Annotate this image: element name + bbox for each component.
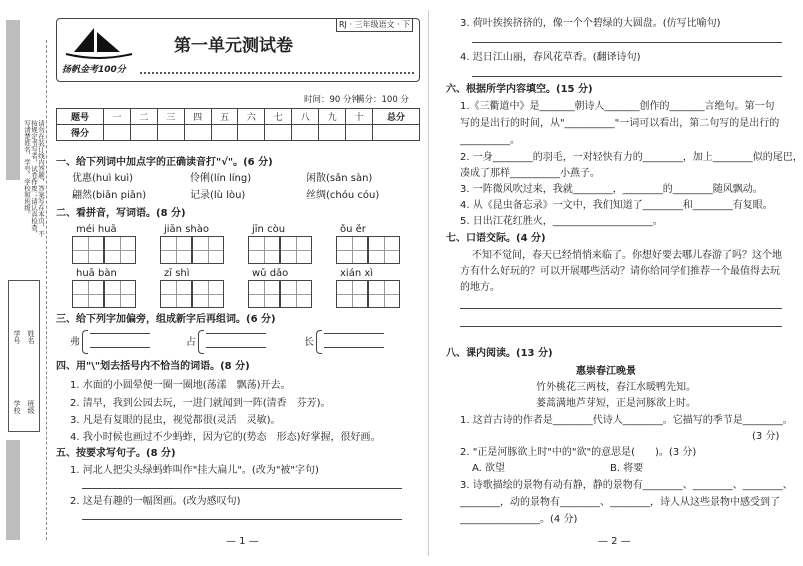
tianzige-box[interactable]: [160, 236, 192, 264]
answer-line[interactable]: [206, 347, 266, 348]
tianzige-box[interactable]: [280, 236, 312, 264]
answer-line[interactable]: [324, 347, 384, 348]
poem-line: 竹外桃花三两枝，春江水暖鸭先知。: [536, 382, 696, 393]
exam-time: 时间：90 分钟: [304, 95, 361, 105]
base-character: 弗: [70, 337, 80, 348]
pinyin-label: ǒu ěr: [340, 224, 366, 235]
s5-item: 1. 河北人把尖头绿蚂蚱叫作"挂大扁儿"。(改为"被"字句): [70, 465, 319, 476]
s7-prompt: 的地方。: [460, 282, 500, 293]
s1-item[interactable]: 记录(lù lòu): [190, 190, 246, 201]
sidebar-gray-bar-bottom: [6, 440, 20, 540]
s6-item-1-cont: __________。: [460, 135, 520, 146]
tianzige-box[interactable]: [104, 236, 136, 264]
tianzige-box[interactable]: [248, 236, 280, 264]
page-number-2: — 2 —: [598, 536, 631, 547]
s1-item[interactable]: 闲散(sǎn sàn): [306, 173, 373, 184]
base-character: 长: [304, 337, 314, 348]
score-table-header: 十: [346, 109, 373, 125]
page-divider: [428, 10, 429, 556]
score-cell[interactable]: [319, 125, 346, 141]
score-table-header: 四: [184, 109, 211, 125]
dotted-divider: [140, 72, 414, 74]
pinyin-label: jiān shào: [164, 224, 209, 235]
base-character: 占: [186, 337, 196, 348]
s6-item-2-cont: 凑成了那样__________小燕子。: [460, 168, 600, 179]
score-table: [56, 108, 420, 141]
s6-item-1-cont: 写的是出行的时间，从"__________"一词可以看出，第二句写的是出行的: [460, 118, 780, 129]
answer-line[interactable]: [90, 347, 150, 348]
tianzige-box[interactable]: [160, 280, 192, 308]
pinyin-label: wǔ dǎo: [252, 268, 289, 279]
score-table-header: 六: [238, 109, 265, 125]
s4-item[interactable]: 1. 水面的小圆晕便一圈一圈地(荡漾 飘荡)开去。: [70, 380, 291, 391]
s6-item-3: 3. 一阵微风吹过来，我就________，________的________随风飘动。: [460, 184, 763, 195]
answer-line[interactable]: [82, 488, 402, 489]
page-title: 第一单元测试卷: [174, 36, 293, 56]
s4-item[interactable]: 4. 我小时候也画过不少蚂蚱，因为它的(势态 形态)好掌握，很好画。: [70, 432, 381, 443]
answer-line[interactable]: [82, 519, 402, 520]
pinyin-label: jīn còu: [252, 224, 286, 235]
binding-line: [46, 40, 47, 540]
s8-question-3: 3. 诗歌描绘的景物有动有静，静的景物有________、________、________、: [460, 480, 793, 491]
pinyin-label: méi huā: [76, 224, 117, 235]
sidebar-gray-bar-top: [6, 20, 20, 180]
grade-badge: RJ · 三年级语文 · 下: [336, 18, 413, 32]
page-number-1: — 1 —: [226, 536, 259, 547]
brace: [82, 330, 88, 354]
answer-line[interactable]: [472, 42, 782, 43]
tianzige-box[interactable]: [72, 236, 104, 264]
tianzige-box[interactable]: [72, 280, 104, 308]
brace: [316, 330, 322, 354]
s8-question-1: 1. 这首古诗的作者是________代诗人________。它描写的季节是________。: [460, 415, 793, 426]
tianzige-box[interactable]: [104, 280, 136, 308]
pinyin-label: xián xì: [340, 268, 374, 279]
s7-prompt: 方有什么好玩的？可以开展哪些活动？请你给同学们推荐一个最值得去玩: [460, 266, 780, 277]
answer-line[interactable]: [460, 326, 782, 327]
score-table-header: 八: [292, 109, 319, 125]
s1-item[interactable]: 丝绸(chóu cóu): [306, 190, 380, 201]
tianzige-box[interactable]: [368, 280, 400, 308]
s5-item: 3. 荷叶挨挨挤挤的，像一个个碧绿的大圆盘。(仿写比喻句): [460, 18, 721, 29]
field-name: 姓名: [27, 330, 35, 344]
section-6-title: 六、根据所学内容填空。(15 分): [446, 84, 593, 95]
tianzige-box[interactable]: [368, 236, 400, 264]
score-cell[interactable]: [184, 125, 211, 141]
s7-prompt: 不知不觉间，春天已经悄悄来临了。你想好要去哪儿春游了吗？这个地: [472, 250, 782, 261]
s8-option-a[interactable]: A. 欲望: [472, 463, 506, 474]
s8-option-b[interactable]: B. 将要: [610, 463, 644, 474]
exam-full-score: 满分：100 分: [356, 95, 409, 105]
brace: [198, 330, 204, 354]
score-table-header: 九: [319, 109, 346, 125]
s1-item[interactable]: 优惠(huì kuì): [72, 173, 134, 184]
answer-line[interactable]: [206, 333, 266, 334]
score-row-label: 得分: [57, 125, 104, 141]
score-cell[interactable]: [292, 125, 319, 141]
s4-item[interactable]: 3. 凡是有复眼的昆虫，视觉都很(灵活 灵敏)。: [70, 415, 281, 426]
tianzige-box[interactable]: [248, 280, 280, 308]
section-1-title: 一、给下列词中加点字的正确读音打"√"。(6 分): [56, 157, 273, 168]
pinyin-label: zī shì: [164, 268, 190, 279]
s8-question-1-score: (3 分): [752, 431, 780, 442]
sailboat-logo-icon: [64, 26, 134, 60]
field-number: 学号: [13, 330, 21, 344]
s1-item[interactable]: 翩然(biān piān): [72, 190, 147, 201]
score-table-header: 一: [104, 109, 131, 125]
score-table-header: 三: [157, 109, 184, 125]
s6-item-2: 2. 一身________的羽毛，一对轻快有力的________，加上________似的尾巴，: [460, 152, 803, 163]
s5-item: 4. 迟日江山丽，春风花草香。(翻译诗句): [460, 52, 641, 63]
section-5-title: 五、按要求写句子。(8 分): [56, 448, 176, 459]
pinyin-label: huā bàn: [76, 268, 117, 279]
score-table-header: 七: [265, 109, 292, 125]
section-3-title: 三、给下列字加偏旁，组成新字后再组词。(6 分): [56, 314, 276, 325]
section-4-title: 四、用"\"划去括号内不恰当的词语。(8 分): [56, 361, 250, 372]
score-cell[interactable]: [211, 125, 238, 141]
field-school: 学校: [13, 400, 21, 414]
score-cell[interactable]: [265, 125, 292, 141]
tianzige-box[interactable]: [336, 280, 368, 308]
score-cell[interactable]: [346, 125, 373, 141]
s8-question-3-cont: ________，动的景物有________、________，诗人从这些景物中感受到了: [460, 497, 780, 508]
answer-line[interactable]: [90, 333, 150, 334]
answer-line[interactable]: [324, 333, 384, 334]
score-table-header: 题号: [57, 109, 104, 125]
section-7-title: 七、口语交际。(4 分): [446, 233, 546, 244]
s8-question-3-cont: ________________。(4 分): [460, 514, 578, 525]
tianzige-box[interactable]: [192, 280, 224, 308]
s4-item[interactable]: 2. 清早，我到公园去玩，一进门就闻到一阵(清香 芬芳)。: [70, 398, 331, 409]
s1-item[interactable]: 伶俐(lín líng): [190, 173, 252, 184]
answer-line[interactable]: [472, 76, 782, 77]
answer-line[interactable]: [460, 308, 782, 309]
score-cell[interactable]: [238, 125, 265, 141]
section-8-title: 八、课内阅读。(13 分): [446, 348, 553, 359]
score-cell[interactable]: [104, 125, 131, 141]
tianzige-box[interactable]: [336, 236, 368, 264]
brand-logo: 扬帆金考100分: [62, 65, 126, 75]
poem-title: 惠崇春江晚景: [576, 366, 636, 377]
score-table-header: 二: [130, 109, 157, 125]
s6-item-1: 1.《三衢道中》是_______朝诗人_______创作的_______言绝句。第一句: [460, 101, 775, 112]
score-cell[interactable]: [130, 125, 157, 141]
s6-item-4: 4. 从《昆虫备忘录》一文中，我们知道了________和________有复眼。: [460, 200, 773, 211]
section-2-title: 二、看拼音，写词语。(8 分): [56, 208, 186, 219]
s8-question-2: 2. "正是河豚欲上时"中的"欲"的意思是( )。(3 分): [460, 447, 697, 458]
tianzige-box[interactable]: [280, 280, 312, 308]
score-table-header: 总分: [372, 109, 419, 125]
field-class: 班级: [27, 400, 35, 414]
poem-line: 蒌蒿满地芦芽短，正是河豚欲上时。: [536, 398, 696, 409]
score-table-header: 五: [211, 109, 238, 125]
sidebar-notice: 请勿在装订线内答题，答案写在本页，不按规定书写者，试卷作废；请认真检查，写清楚姓名、学号、学校和班级。: [23, 120, 45, 237]
score-cell[interactable]: [157, 125, 184, 141]
s6-item-5: 5. 日出江花红胜火，____________________。: [460, 216, 663, 227]
tianzige-box[interactable]: [192, 236, 224, 264]
s5-item: 2. 这是有趣的一幅图画。(改为感叹句): [70, 496, 241, 507]
score-cell[interactable]: [372, 125, 419, 141]
